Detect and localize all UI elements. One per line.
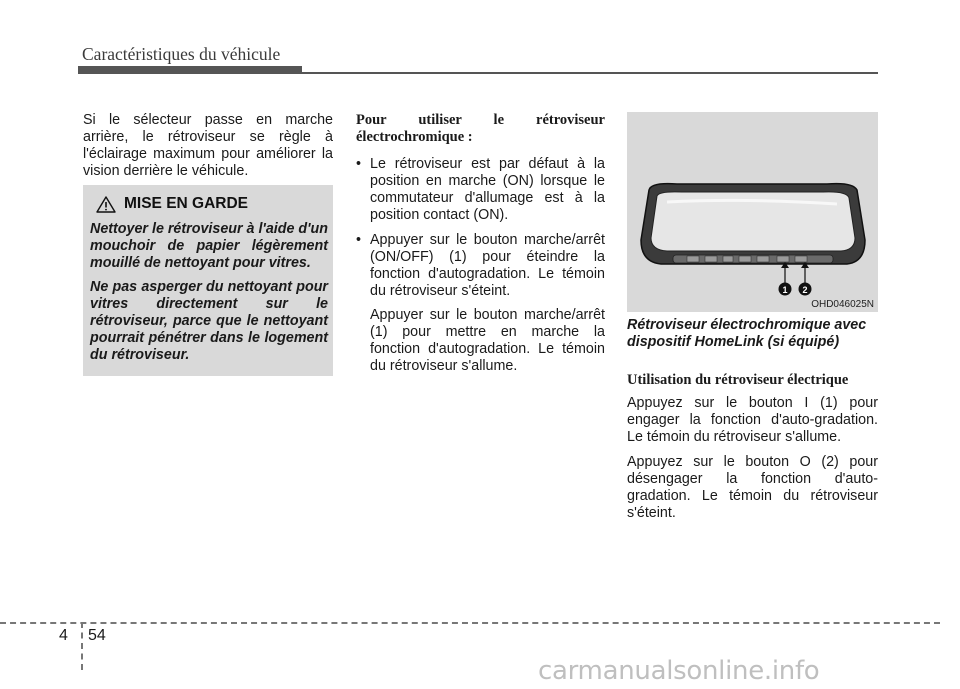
intro-paragraph: Si le sélecteur passe en marche arrière, le rétroviseur se règle à l'éclairage maximum pour améliorer la vision derrière le véhicule. [83,112,333,179]
warning-title: MISE EN GARDE [124,195,249,212]
bullet-item-1: • Le rétroviseur est par défaut à la position en marche (ON) lorsque le commutateur d'allumage est à la position contact (ON). [356,156,605,224]
bullet-item-2: • Appuyer sur le bouton marche/arrêt (ON/OFF) (1) pour éteindre la fonction d'autogradation. Le témoin du rétroviseur s'éteint. [356,232,605,300]
callout-1: 1 [782,285,788,295]
callout-2: 2 [802,285,808,295]
column-3-paragraph-1: Appuyez sur le bouton I (1) pour engager la fonction d'auto-gradation. Le témoin du rétroviseur s'allume. [627,395,878,445]
mirror-figure [627,112,878,312]
warning-header [96,195,328,213]
warning-box [83,185,333,376]
warning-text-1: Nettoyer le rétroviseur à l'aide d'un mouchoir de papier légèrement mouillé de nettoyant pour vitres. [90,221,329,271]
figure-caption: Rétroviseur électrochromique avec dispositif HomeLink (si équipé) [627,317,867,350]
rearview-mirror-illustration [627,112,878,312]
footer-divider [81,622,83,670]
footer-rule [0,622,940,624]
page-header-title: Caractéristiques du véhicule [82,44,281,64]
page-number: 54 [88,627,106,644]
bullet-list [356,156,605,300]
warning-text-2: Ne pas asperger du nettoyant pour vitres directement sur le rétroviseur, parce que le nettoyant pourrait pénétrer dans le logement du rétroviseur. [90,279,328,363]
column-3-heading: Utilisation du rétroviseur électrique [627,372,849,388]
column-2 [356,112,605,375]
warning-triangle-icon [96,196,116,213]
header-rule [78,72,878,74]
column-3-body [627,372,878,530]
figure-code: OHD046025N [811,299,874,310]
watermark: carmanualsonline.info [538,656,820,686]
section-heading: Pour utiliser le rétroviseur électrochromique : [356,112,605,145]
column-3-paragraph-2: Appuyez sur le bouton O (2) pour désengager la fonction d'auto-gradation. Le témoin du rétroviseur s'éteint. [627,454,878,521]
column-1 [83,112,333,180]
chapter-number: 4 [59,627,68,644]
sub-paragraph: Appuyer sur le bouton marche/arrêt (1) pour mettre en marche la fonction d'autogradation. Le témoin du rétroviseur s'allume. [370,307,605,374]
